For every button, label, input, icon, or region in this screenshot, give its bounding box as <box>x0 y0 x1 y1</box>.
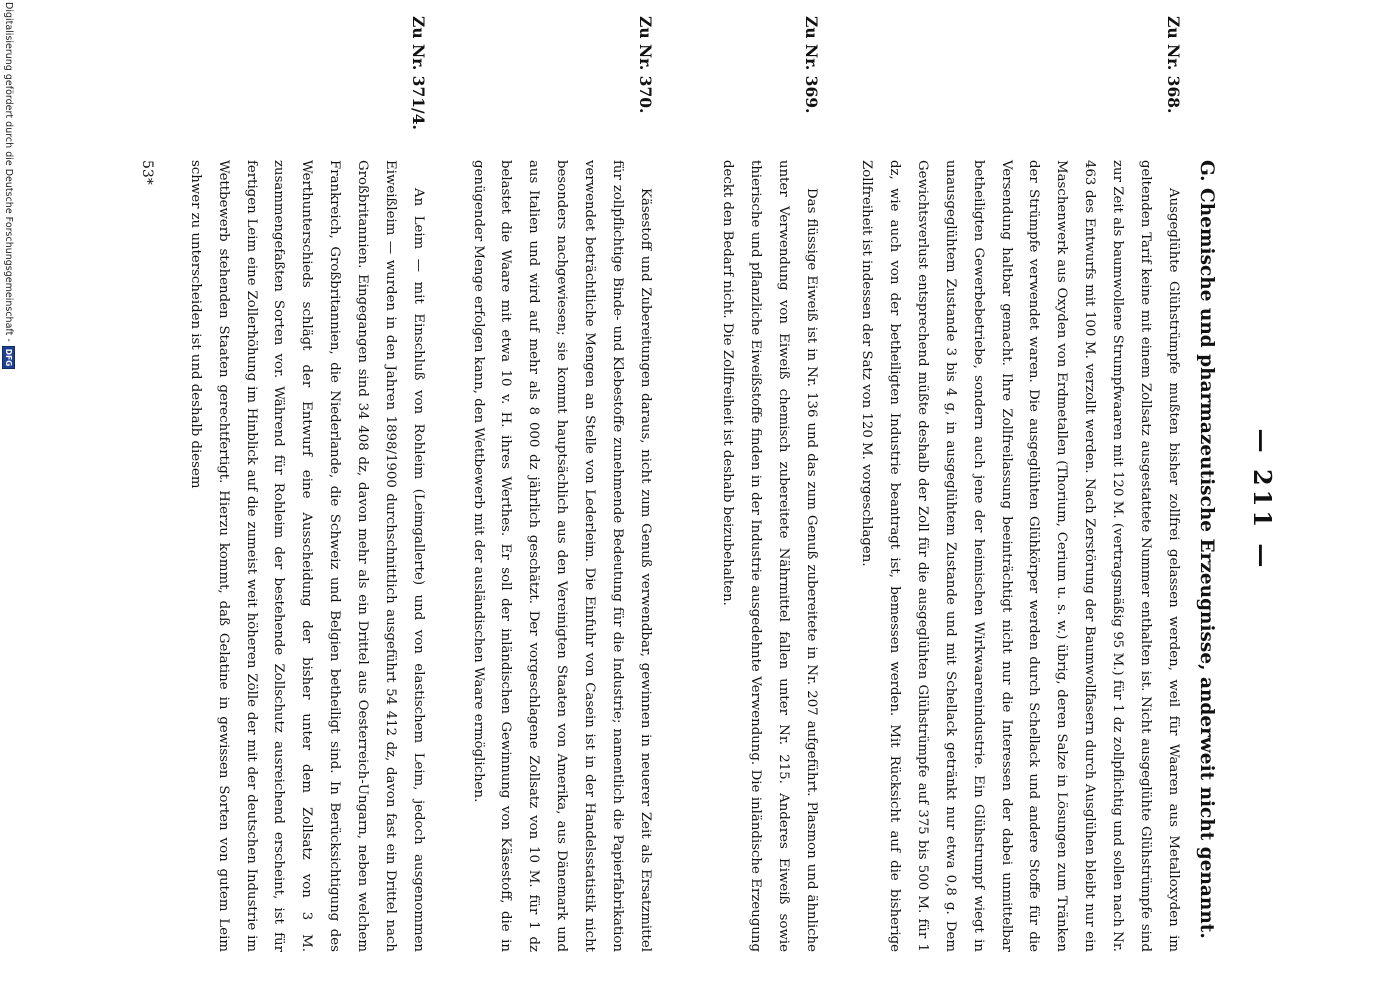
digitization-credit-text: Digitalisierung gefördert durch die Deutsche Forschungsgemeinschaft - <box>3 2 14 342</box>
sheet-signature-mark: 53* <box>139 160 155 185</box>
paragraph-368: Ausgeglühte Glühstrümpfe mußten bisher zollfrei gelassen werden, weil für Waaren aus Metalloxyden im geltenden Tarif keine mit einem Zollsatz ausgestattete Nummer enthalten ist. Nicht ausgeglühte Glühstrümpfe sind zur Zeit als baumwollene Strumpfwaaren mit 120 M. (vertragsmäßig 95 M.) für 1 dz zollpflichtig und sollen nach Nr. 463 des Entwurfs mit 100 M. verzollt werden. Nach Zerstörung der Baumwollfasern durch Ausglühen bleibt nur ein Maschenwerk aus Oxyden von Erdmetallen (Thorium, Cerium u. s. w.) übrig, deren Salze in Lösungen zum Tränken der Strümpfe verwendet waren. Die ausgeglühten Glühkörper werden durch Schellack und andere Stoffe für die Versendung haltbar gemacht. Ihre Zollfreilassung beeinträchtigt nicht nur die Interessen der dabei unmittelbar betheiligten Gewerbebetriebe, sondern auch jene der heimischen Wirkwaarenindustrie. Ein Glühstrumpf wiegt in unausgeglühtem Zustande 3 bis 4 g, in ausgeglühtem Zustande und mit Schellack getränkt nur etwa 0,8 g. Dem Gewichtsverlust entsprechend müßte deshalb der Zoll für die ausgeglühten Glühstrümpfe auf 375 bis 500 M. für 1 dz, wie auch von der betheiligten Industrie beantragt ist, bemessen werden. Mit Rücksicht auf die bisherige Zollfreiheit ist indessen der Satz von 120 M. vorgeschlagen. <box>859 160 1181 952</box>
paragraph-371-4: An Leim — mit Einschluß von Rohleim (Leimgallerte) und von elastischem Leim, jedoch ausgenommen Eiweißleim — wurden in den Jahren 1898/1900 durchschnittlich ausgeführt 54 412 dz, davon fast ein Drittel nach Großbritannien. Eingegangen sind 34 408 dz, davon mehr als ein Drittel aus Oesterreich-Ungarn, neben welchem Frankreich, Großbritannien, die Niederlande, die Schweiz und Belgien betheiligt sind. In Berücksichtigung des Werthunterschieds schlägt der Entwurf eine Ausscheidung der bisher unter dem Zollsatz von 3 M. zusammengefaßten Sorten vor. Während für Rohleim der bestehende Zollschutz ausreichend erscheint, ist für fertigen Leim eine Zollerhöhung im Hinblick auf die zumeist weit höheren Zölle der mit der deutschen Industrie im Wettbewerb stehenden Staaten gerechtfertigt. Hierzu kommt, daß Gelatine in gewissen Sorten von gutem Leim schwer zu unterscheiden ist und deshalb diesem <box>187 160 426 952</box>
section-heading: G. Chemische und pharmazeutische Erzeugnisse, anderweit nicht genannt. <box>1196 160 1217 939</box>
digitization-credit <box>2 2 15 994</box>
margin-reference-369: Zu Nr. 369. <box>802 16 821 114</box>
dfg-logo: DFG <box>2 346 15 370</box>
page-number: — 211 — <box>1248 428 1277 572</box>
margin-reference-371-4: Zu Nr. 371/4. <box>409 16 428 130</box>
margin-reference-368: Zu Nr. 368. <box>1164 16 1183 114</box>
margin-reference-370: Zu Nr. 370. <box>636 16 655 114</box>
paragraph-369: Das flüssige Eiweiß ist in Nr. 136 und das zum Genuß zubereitete in Nr. 207 aufgeführt. Plasmon und ähnliche unter Verwendung von Eiweiß chemisch zubereitete Nährmittel fallen unter Nr. 215. Anderes Eiweiß sowie thierische und pflanzliche Eiweißstoffe finden in der Industrie ausgedehnte Verwendung. Die inländische Erzeugung deckt den Bedarf nicht. Die Zollfreiheit ist deshalb beizubehalten. <box>720 160 819 952</box>
paragraph-370: Käsestoff und Zubereitungen daraus, nicht zum Genuß verwendbar, gewinnen in neuerer Zeit als Ersatzmittel für zollpflichtige Binde- und Klebestoffe zunehmende Bedeutung für die Industrie; namentlich die Papierfabrikation verwendet beträchtliche Mengen an Stelle von Lederleim. Die Einfuhr von Casein ist in der Handelsstatistik nicht besonders nachgewiesen; sie kommt hauptsächlich aus den Vereinigten Staaten von Amerika, aus Dänemark und aus Italien und wird auf mehr als 8 000 dz jährlich geschätzt. Der vorgeschlagene Zollsatz von 10 M. für 1 dz belastet die Waare mit etwa 10 v. H. ihres Werthes. Er soll der inländischen Gewinnung von Käsestoff, die in genügender Menge erfolgen kann, den Wettbewerb mit der ausländischen Waare ermöglichen. <box>470 160 653 952</box>
